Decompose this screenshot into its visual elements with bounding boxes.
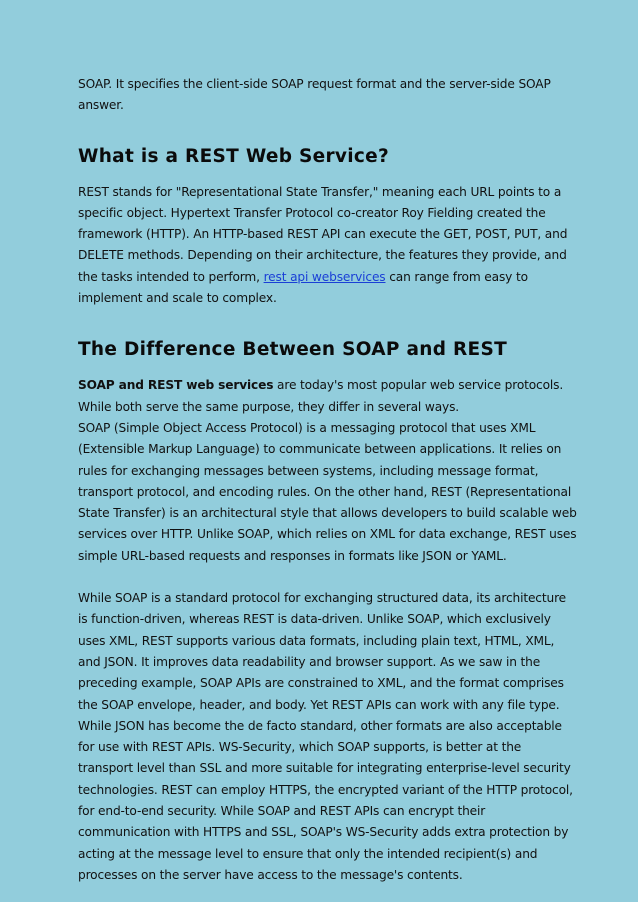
rest-paragraph-text-after: can range from easy to implement and scale to complex. [78,269,528,306]
intro-paragraph: SOAP. It specifies the client-side SOAP request format and the server-side SOAP answer. [78,77,551,113]
difference-paragraph-1 [78,375,578,418]
soap-rest-bold-phrase: SOAP and REST web services [78,378,274,393]
paragraph-spacer [78,567,578,588]
rest-heading: What is a REST Web Service? [78,145,390,167]
rest-paragraph [78,182,578,310]
difference-paragraph-2: SOAP (Simple Object Access Protocol) is a messaging protocol that uses XML (Extensible Markup Language) to communicate between applications. It relies on rules for exchanging messages between systems, including message format, transport protocol, and encoding rules. On the other hand, REST (Representational State Transfer) is an architectural style that allows developers to build scalable web services over HTTP. Unlike SOAP, which relies on XML for data exchange, REST uses simple URL-based requests and responses in formats like JSON or YAML. [78,420,577,563]
difference-heading: The Difference Between SOAP and REST [78,339,508,361]
rest-api-webservices-link[interactable]: rest api webservices [263,269,386,284]
difference-paragraph-1-text: are today's most popular web service protocols. While both serve the same purpose, they differ in several ways. [78,378,564,414]
difference-paragraph-3: While SOAP is a standard protocol for exchanging structured data, its architecture is function-driven, whereas REST is data-driven. Unlike SOAP, which exclusively uses XML, REST supports various data formats, including plain text, HTML, XML, and JSON. It improves data readability and browser support. As we saw in the preceding example, SOAP APIs are constrained to XML, and the format comprises the SOAP envelope, header, and body. Yet REST APIs can work with any file type. While JSON has become the de facto standard, other formats are also acceptable for use with REST APIs. WS-Security, which SOAP supports, is better at the transport level than SSL and more suitable for integrating enterprise-level security technologies. REST can employ HTTPS, the encrypted variant of the HTTP protocol, for end-to-end security. While SOAP and REST APIs can encrypt their communication with HTTPS and SSL, SOAP's WS-Security adds extra protection by acting at the message level to ensure that only the intended recipient(s) and processes on the server have access to the message's contents. [78,591,573,882]
rest-paragraph-text-before: REST stands for "Representational State Transfer," meaning each URL points to a specific object. Hypertext Transfer Protocol co-creator Roy Fielding created the framework (HTTP). An HTTP-based REST API can execute the GET, POST, PUT, and DELETE methods. Depending on their architecture, the features they provide, and the tasks intended to perform, [78,184,568,284]
